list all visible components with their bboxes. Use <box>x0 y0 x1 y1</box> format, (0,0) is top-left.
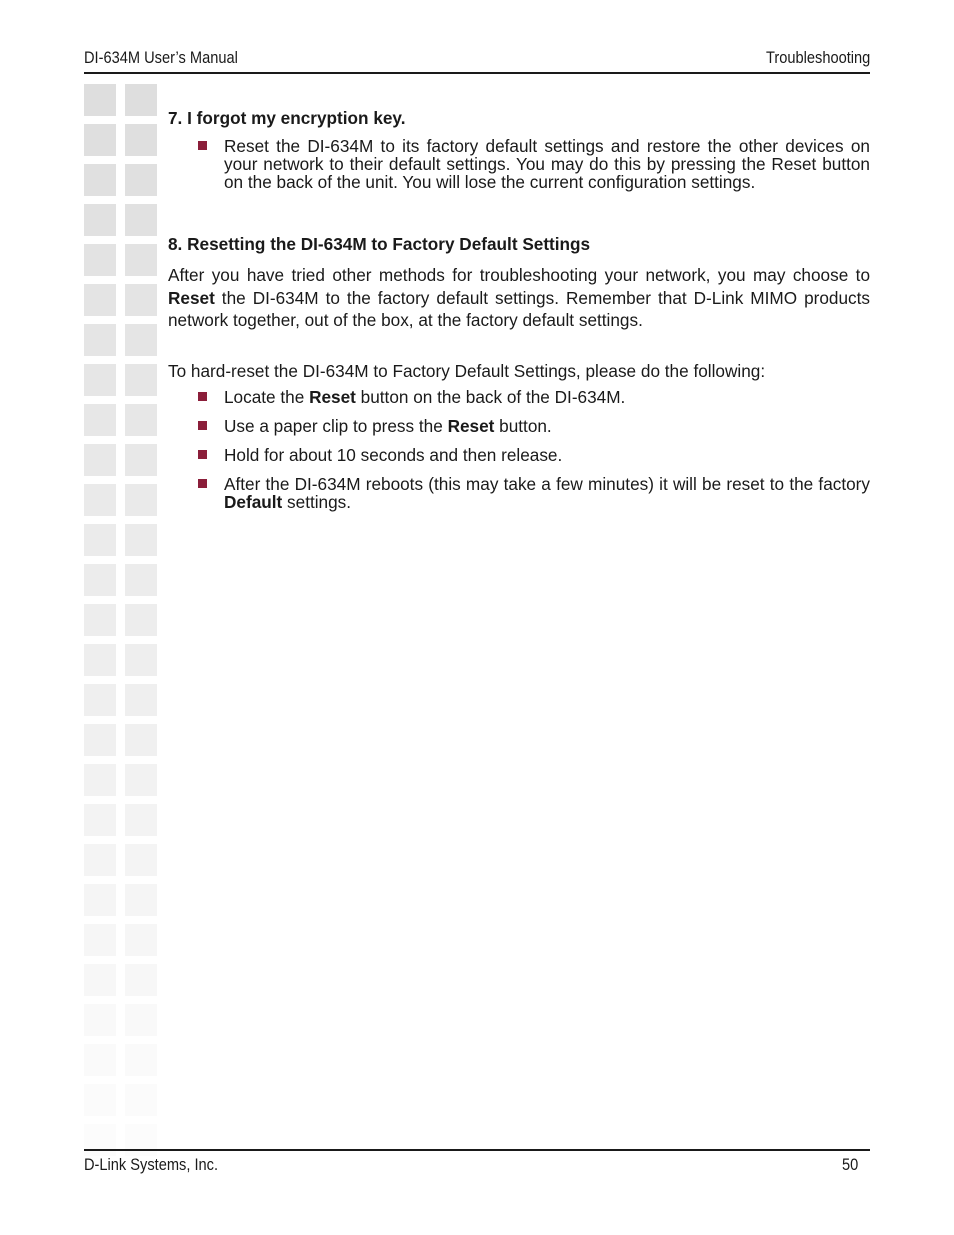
company-name: D-Link Systems, Inc. <box>84 1155 219 1174</box>
decorative-square-column <box>84 84 160 1149</box>
bullet-square-icon <box>198 450 207 459</box>
step-text: Locate the <box>224 387 310 407</box>
decorative-square <box>84 404 116 436</box>
list-item <box>168 417 870 435</box>
decorative-square <box>84 1044 116 1076</box>
decorative-square <box>84 124 116 156</box>
decorative-square <box>125 244 157 276</box>
list-item <box>168 446 870 464</box>
decorative-square <box>84 604 116 636</box>
list-item <box>168 388 870 406</box>
decorative-square <box>84 724 116 756</box>
decorative-square <box>84 444 116 476</box>
bullet-text: Reset the DI-634M to its factory default settings and restore the other devices on your network to their default settings. You may do this by pressing the Reset button on the back of the unit. You will lose the current configuration settings. <box>224 136 870 192</box>
section-7-bullets <box>168 137 870 191</box>
decorative-square <box>125 324 157 356</box>
decorative-square <box>84 1084 116 1116</box>
decorative-square <box>84 684 116 716</box>
decorative-square <box>125 444 157 476</box>
step-text-cont: settings. <box>282 492 352 512</box>
decorative-square <box>125 924 157 956</box>
decorative-square <box>125 764 157 796</box>
page-content <box>168 109 870 511</box>
intro-bold-reset: Reset <box>168 287 215 308</box>
section-title: Troubleshooting <box>765 48 870 67</box>
decorative-square <box>125 1004 157 1036</box>
decorative-square <box>125 404 157 436</box>
list-item <box>168 137 870 191</box>
decorative-square <box>84 764 116 796</box>
decorative-square <box>84 804 116 836</box>
decorative-square <box>125 204 157 236</box>
decorative-square <box>125 484 157 516</box>
decorative-square <box>125 724 157 756</box>
decorative-square <box>125 124 157 156</box>
manual-title: DI-634M User’s Manual <box>84 48 238 67</box>
bullet-square-icon <box>198 479 207 488</box>
decorative-square <box>125 684 157 716</box>
step-text: Hold for about 10 seconds and then release. <box>224 445 563 465</box>
decorative-square <box>125 84 157 116</box>
decorative-square <box>84 564 116 596</box>
decorative-square <box>84 884 116 916</box>
step-text-cont: button on the back of the DI-634M. <box>355 387 626 407</box>
step-text-cont: button. <box>494 416 552 436</box>
decorative-square <box>84 644 116 676</box>
decorative-square <box>84 284 116 316</box>
decorative-square <box>84 84 116 116</box>
decorative-square <box>125 604 157 636</box>
step-bold: Reset <box>309 387 356 407</box>
list-item <box>168 475 870 511</box>
decorative-square <box>84 244 116 276</box>
step-bold: Reset <box>447 416 495 436</box>
decorative-square <box>125 1044 157 1076</box>
step-text: After the DI-634M reboots (this may take a few minutes) it will be reset to the factory <box>224 474 870 494</box>
decorative-square <box>125 804 157 836</box>
decorative-square <box>125 284 157 316</box>
decorative-square <box>125 844 157 876</box>
section-7-heading: 7. I forgot my encryption key. <box>168 108 406 128</box>
decorative-square <box>125 964 157 996</box>
step-bold: Default <box>224 492 283 512</box>
bullet-square-icon <box>198 141 207 150</box>
decorative-square <box>125 524 157 556</box>
decorative-square <box>84 1004 116 1036</box>
decorative-square <box>84 164 116 196</box>
instructions-paragraph: To hard-reset the DI-634M to Factory Default Settings, please do the following: <box>168 360 766 381</box>
decorative-square <box>125 564 157 596</box>
page-header <box>84 48 870 74</box>
intro-paragraph <box>168 264 870 332</box>
decorative-square <box>84 324 116 356</box>
intro-text: After you have tried other methods for troubleshooting your network, you may choose to <box>168 265 870 285</box>
footer-rule <box>84 1149 870 1151</box>
decorative-square <box>125 364 157 396</box>
decorative-square <box>84 924 116 956</box>
decorative-square <box>84 524 116 556</box>
intro-text-cont: the DI-634M to the factory default settings. Remember that D-Link MIMO products network together, out of the box, at the factory default settings. <box>168 287 870 330</box>
decorative-square <box>125 1124 157 1156</box>
decorative-square <box>84 204 116 236</box>
decorative-square <box>84 844 116 876</box>
decorative-square <box>125 884 157 916</box>
decorative-square <box>125 1084 157 1116</box>
decorative-square <box>84 1124 116 1156</box>
decorative-square <box>84 484 116 516</box>
decorative-square <box>84 964 116 996</box>
page-number: 50 <box>842 1155 859 1174</box>
decorative-square <box>125 644 157 676</box>
bullet-square-icon <box>198 421 207 430</box>
decorative-square <box>125 164 157 196</box>
reset-steps <box>168 388 870 511</box>
section-8-heading: 8. Resetting the DI-634M to Factory Default Settings <box>168 234 591 254</box>
step-text: Use a paper clip to press the <box>224 416 448 436</box>
bullet-square-icon <box>198 392 207 401</box>
decorative-square <box>84 364 116 396</box>
